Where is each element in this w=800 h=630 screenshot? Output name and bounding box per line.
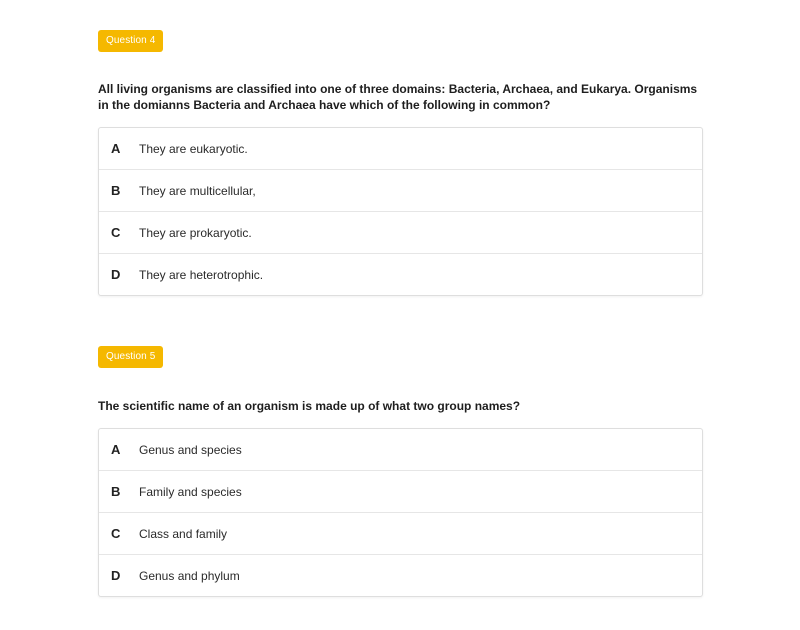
- option-text: Genus and phylum: [139, 568, 240, 583]
- answer-option-c[interactable]: [99, 211, 702, 253]
- option-text: Genus and species: [139, 442, 242, 457]
- question-5-block: [98, 346, 703, 597]
- question-number-badge: Question 4: [98, 30, 163, 52]
- option-letter: B: [111, 183, 121, 198]
- option-text: They are heterotrophic.: [139, 267, 264, 282]
- option-text: They are prokaryotic.: [139, 225, 252, 240]
- question-4-block: [98, 30, 703, 296]
- answer-option-b[interactable]: [99, 470, 702, 512]
- option-letter: A: [111, 141, 121, 156]
- answer-option-c[interactable]: [99, 512, 702, 554]
- option-letter: B: [111, 484, 121, 499]
- option-letter: C: [111, 526, 121, 541]
- question-prompt: All living organisms are classified into one of three domains: Bacteria, Archaea, and Eukarya. Organisms in the domianns Bacteria and Archaea have which of the following in common?: [98, 82, 698, 112]
- option-text: Family and species: [139, 484, 242, 499]
- option-letter: A: [111, 442, 121, 457]
- question-prompt: The scientific name of an organism is made up of what two group names?: [98, 399, 521, 413]
- question-number-badge: Question 5: [98, 346, 163, 368]
- answer-options-list: [98, 127, 703, 296]
- answer-option-a[interactable]: [99, 128, 702, 169]
- option-letter: D: [111, 267, 121, 282]
- answer-option-d[interactable]: [99, 253, 702, 295]
- option-text: They are multicellular,: [139, 183, 256, 198]
- option-text: They are eukaryotic.: [139, 141, 248, 156]
- answer-options-list: [98, 428, 703, 597]
- answer-option-d[interactable]: [99, 554, 702, 596]
- answer-option-a[interactable]: [99, 429, 702, 470]
- option-letter: C: [111, 225, 121, 240]
- option-letter: D: [111, 568, 121, 583]
- answer-option-b[interactable]: [99, 169, 702, 211]
- option-text: Class and family: [139, 526, 228, 541]
